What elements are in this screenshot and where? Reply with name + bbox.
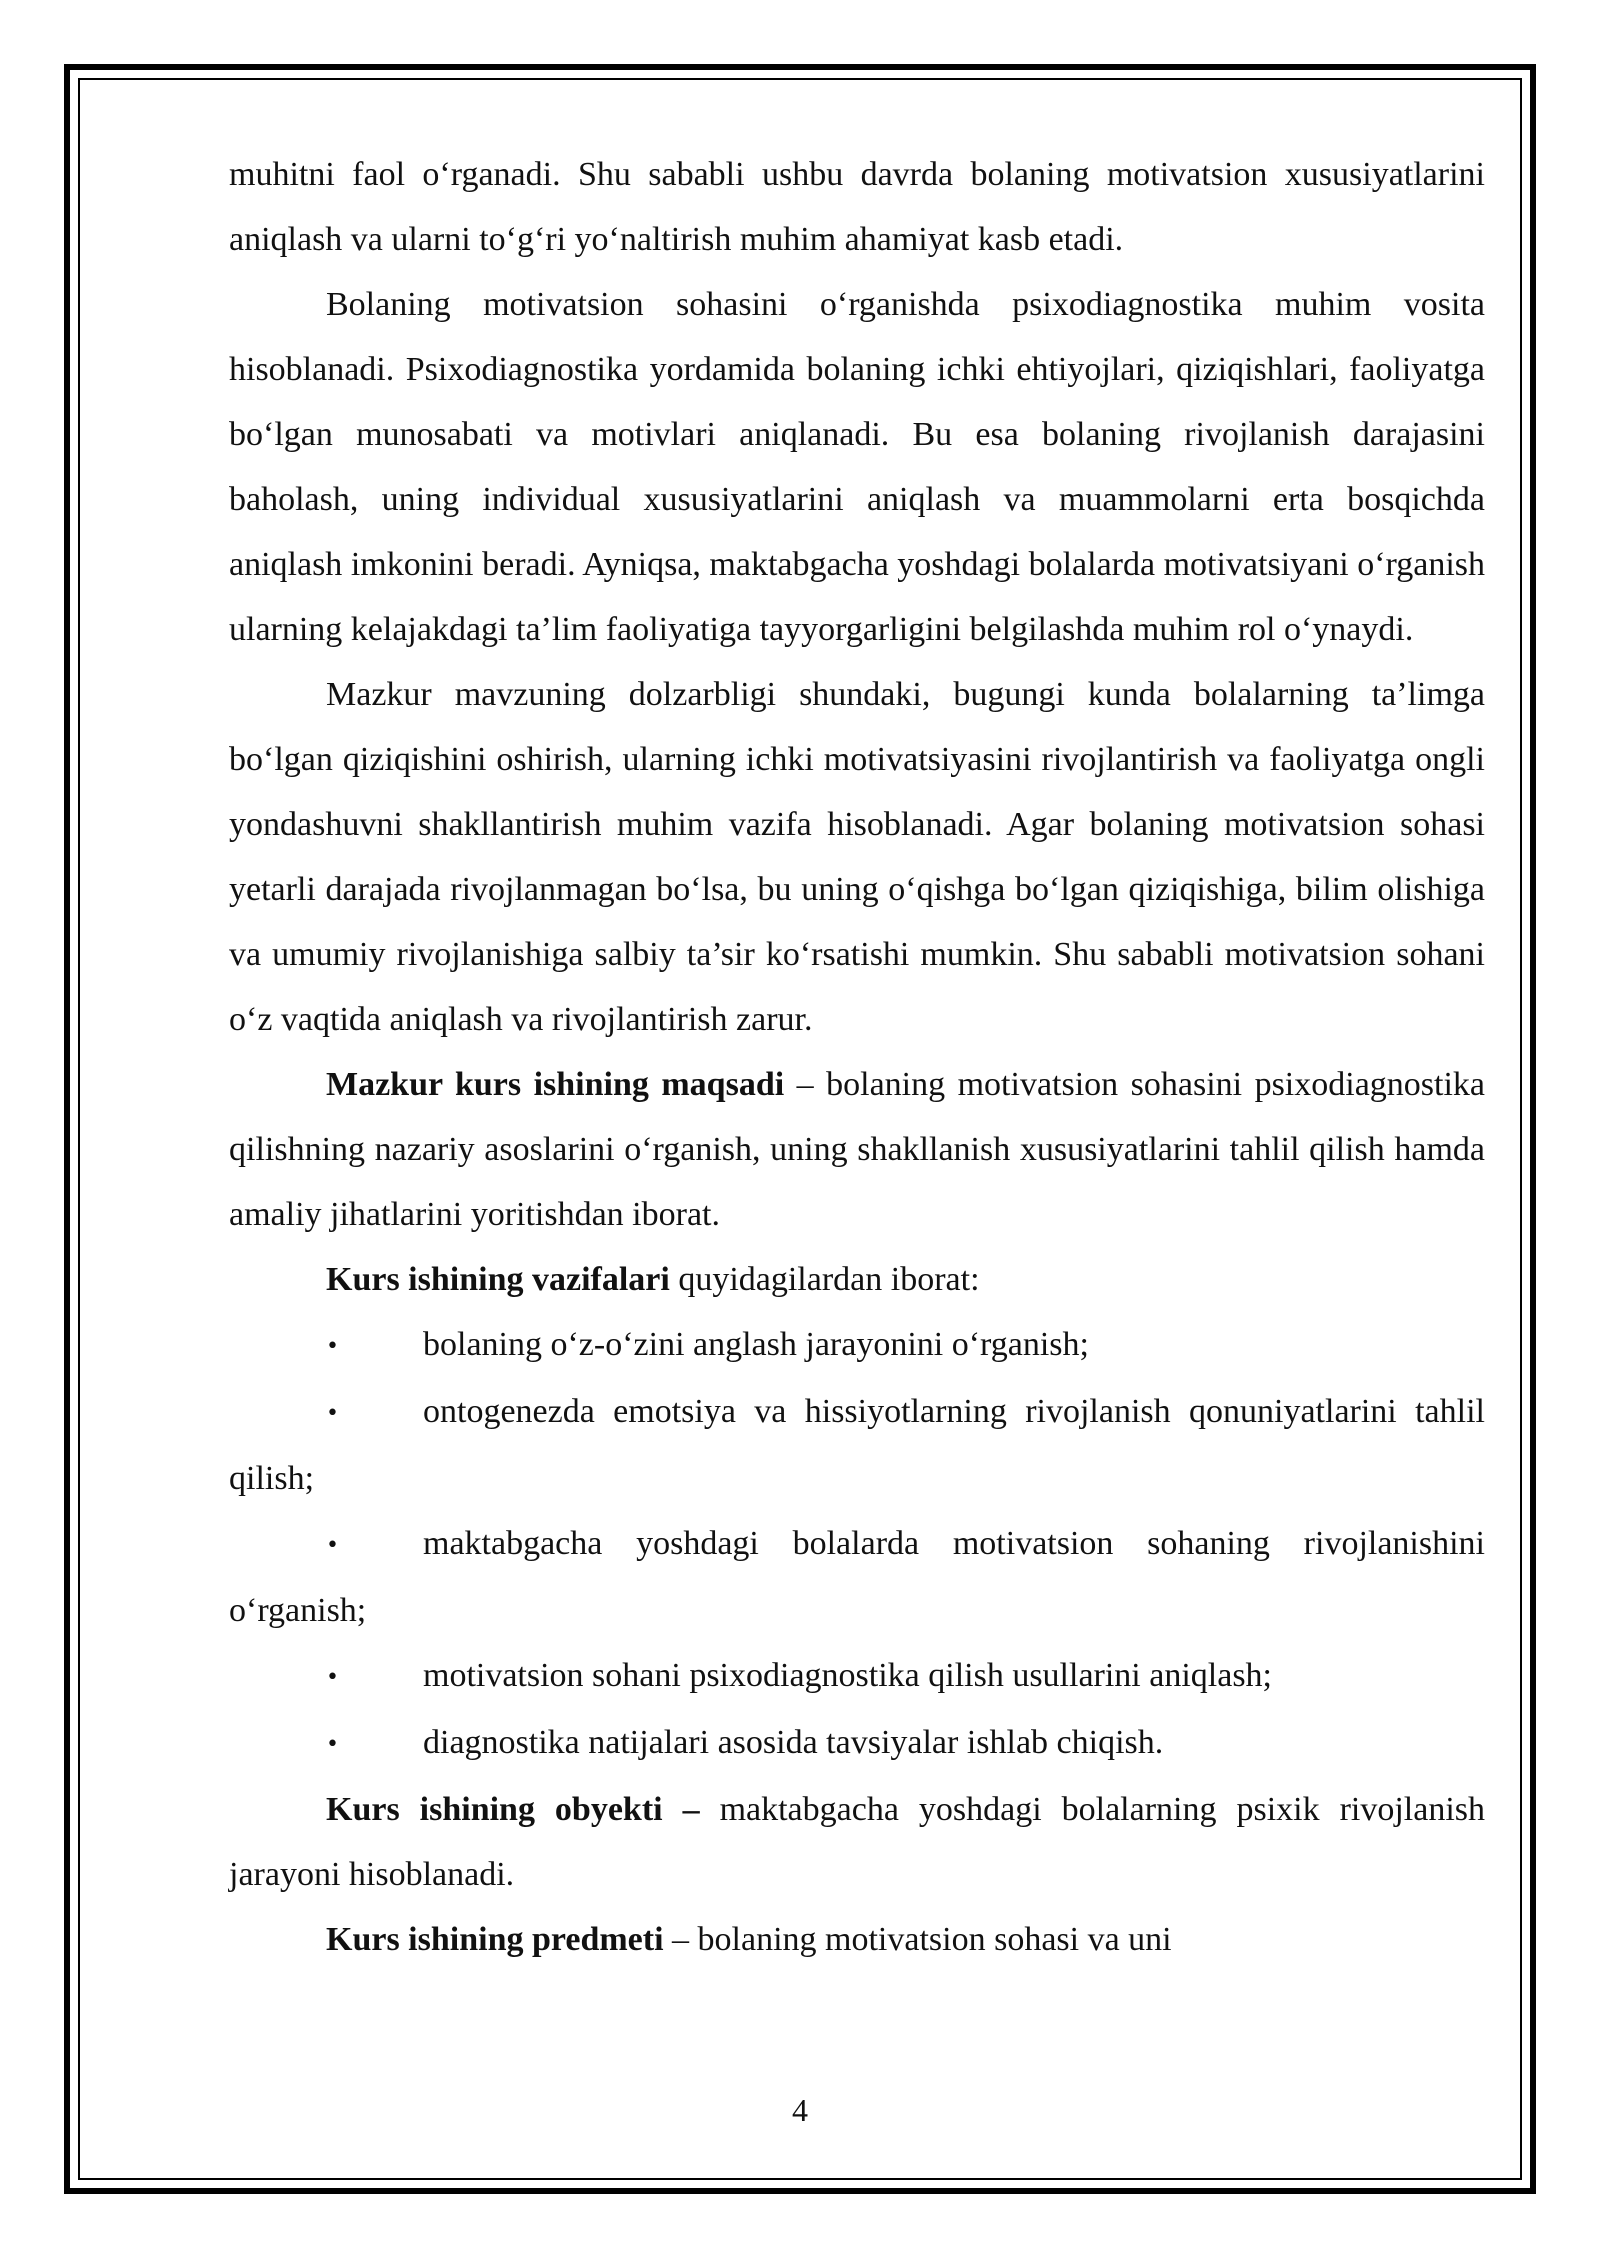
tasks-heading: Kurs ishining vazifalari [326,1261,670,1298]
object-heading: Kurs ishining obyekti – [326,1791,700,1828]
bullet-icon: • [326,1334,339,1359]
list-item-text: bolaning o‘z-o‘zini anglash jarayonini o‘rganish; [423,1326,1089,1363]
list-item-text: ontogenezda emotsiya va hissiyotlarning rivojlanish qonuniyatlarini tahlil qilish; [229,1393,1485,1497]
paragraph-tasks [229,1247,1485,1312]
list-item-text: motivatsion sohani psixodiagnostika qilish usullarini aniqlash; [423,1657,1273,1694]
list-item [229,1379,1485,1511]
paragraph-object [229,1777,1485,1907]
paragraph-goal [229,1052,1485,1247]
paragraph-psychodiagnostics [229,272,1485,662]
list-item-text: maktabgacha yoshdagi bolalarda motivatsion sohaning rivojlanishini o‘rganish; [229,1525,1485,1629]
list-item [229,1511,1485,1643]
goal-heading: Mazkur kurs ishining maqsadi [326,1066,785,1103]
paragraph-relevance [229,662,1485,1052]
document-body [229,142,1485,1972]
paragraph-subject [229,1907,1485,1972]
list-item [229,1643,1485,1710]
list-item-text: diagnostika natijalari asosida tavsiyalar ishlab chiqish. [423,1724,1164,1761]
paragraph-text: – bolaning motivatsion sohasini psixodiagnostika qilishning nazariy asoslarini o‘rganish, uning shakllanish xususiyatlarini tahlil qilish hamda amaliy jihatlarini yoritishdan iborat. [229,1066,1486,1233]
paragraph-text: – bolaning motivatsion sohasi va uni [663,1921,1172,1958]
paragraph-text: Mazkur mavzuning dolzarbligi shundaki, bugungi kunda bolalarning ta’limga bo‘lgan qiziqishini oshirish, ularning ichki motivatsiyasini rivojlantirish va faoliyatga ongli yondashuvni shakllantirish muhim vazifa hisoblanadi. Agar bolaning motivatsion sohasi yetarli darajada rivojlanmagan bo‘lsa, bu uning o‘qishga bo‘lgan qiziqishiga, bilim olishiga va umumiy rivojlanishiga salbiy ta’sir ko‘rsatishi mumkin. Shu sababli motivatsion sohani o‘z vaqtida aniqlash va rivojlantirish zarur. [229,676,1485,1038]
subject-heading: Kurs ishining predmeti [326,1921,664,1958]
page-number: 4 [792,2092,808,2128]
paragraph-continuation [229,142,1485,272]
bullet-icon: • [326,1533,339,1558]
bullet-icon: • [326,1732,339,1757]
paragraph-text: Bolaning motivatsion sohasini o‘rganishda psixodiagnostika muhim vosita hisoblanadi. Psixodiagnostika yordamida bolaning ichki ehtiyojlari, qiziqishlari, faoliyatga bo‘lgan munosabati va motivlari aniqlanadi. Bu esa bolaning rivojlanish darajasini baholash, uning individual xususiyatlarini aniqlash va muammolarni erta bosqichda aniqlash imkonini beradi. Ayniqsa, maktabgacha yoshdagi bolalarda motivatsiyani o‘rganish ularning kelajakdagi ta’lim faoliyatiga tayyorgarligini belgilashda muhim rol o‘ynaydi. [229,286,1485,648]
paragraph-text: maktabgacha yoshdagi bolalarning psixik rivojlanish jarayoni hisoblanadi. [229,1791,1485,1893]
list-item [229,1312,1485,1379]
bullet-icon: • [326,1665,339,1690]
paragraph-text: muhitni faol o‘rganadi. Shu sababli ushbu davrda bolaning motivatsion xususiyatlarini aniqlash va ularni to‘g‘ri yo‘naltirish muhim ahamiyat kasb etadi. [229,156,1485,258]
list-item [229,1710,1485,1777]
bullet-icon: • [326,1401,339,1426]
paragraph-text: quyidagilardan iborat: [669,1261,980,1298]
